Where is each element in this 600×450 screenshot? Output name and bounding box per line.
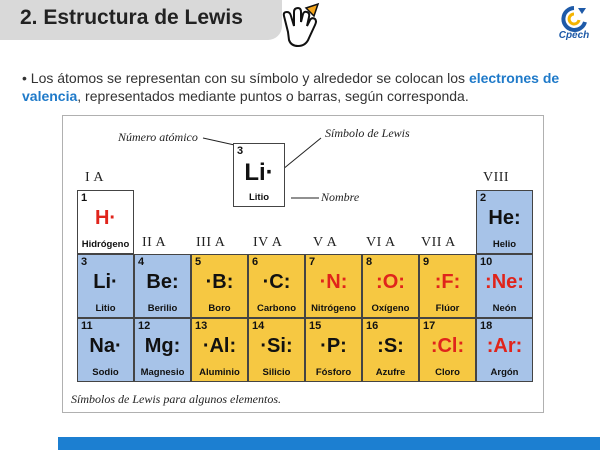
element-number: 13 xyxy=(195,320,208,332)
annotation-simbolo-lewis: Símbolo de Lewis xyxy=(325,126,410,140)
element-lewis-symbol: ·Al: xyxy=(202,335,237,357)
element-number: 7 xyxy=(309,256,316,268)
element-number: 11 xyxy=(81,320,93,332)
bullet: • xyxy=(22,70,27,86)
element-lewis-symbol: Li· xyxy=(93,271,118,293)
group-label-via: VI A xyxy=(366,235,396,250)
element-name: Silicio xyxy=(262,367,291,378)
element-number: 8 xyxy=(366,256,373,268)
lewis-figure xyxy=(62,115,544,413)
intro-text-before: Los átomos se representan con su símbolo y alrededor se colocan los xyxy=(30,70,469,86)
element-cell xyxy=(476,254,533,318)
footer-bar xyxy=(58,437,600,450)
element-name: Magnesio xyxy=(140,367,185,378)
element-cell xyxy=(191,254,248,318)
legend-cell-symbol: Li· xyxy=(244,159,274,186)
element-name: Cloro xyxy=(435,367,460,378)
cpech-logo xyxy=(552,6,596,44)
element-name: Litio xyxy=(95,303,116,314)
logo-text: Cpech xyxy=(558,30,590,41)
element-lewis-symbol: :O: xyxy=(376,271,405,293)
element-cell xyxy=(362,318,419,382)
element-lewis-symbol: Na· xyxy=(89,335,122,357)
element-lewis-symbol: Mg: xyxy=(144,335,181,357)
element-cell xyxy=(134,254,191,318)
element-lewis-symbol: ·N: xyxy=(319,271,348,293)
element-cell xyxy=(77,190,134,254)
element-lewis-symbol: ·C: xyxy=(262,271,291,293)
element-cell xyxy=(419,254,476,318)
group-label-viii: VIII xyxy=(483,170,510,185)
cpech-logo-icon xyxy=(560,6,588,32)
element-cell xyxy=(77,318,134,382)
element-name: Aluminio xyxy=(199,367,240,378)
element-name: Argón xyxy=(490,367,519,378)
element-name: Flúor xyxy=(435,303,460,314)
annotation-nombre: Nombre xyxy=(321,190,360,204)
element-name: Berilio xyxy=(147,303,178,314)
element-number: 14 xyxy=(252,320,265,332)
figure-caption: Símbolos de Lewis para algunos elementos. xyxy=(71,392,281,406)
element-cell xyxy=(362,254,419,318)
element-cell xyxy=(77,254,134,318)
element-lewis-symbol: H· xyxy=(94,207,117,229)
legend-cell xyxy=(233,143,285,207)
element-number: 4 xyxy=(138,256,145,268)
element-number: 10 xyxy=(480,256,493,268)
group-label-va: V A xyxy=(313,235,338,250)
element-cell xyxy=(248,318,305,382)
element-name: Boro xyxy=(208,303,231,314)
element-lewis-symbol: Be: xyxy=(146,271,179,293)
group-label-ia: I A xyxy=(85,170,104,185)
element-cell xyxy=(305,318,362,382)
intro-paragraph xyxy=(22,69,582,105)
element-cell xyxy=(305,254,362,318)
element-cell xyxy=(134,318,191,382)
title-bar xyxy=(0,0,282,40)
legend-cell-number: 3 xyxy=(237,145,244,157)
element-number: 6 xyxy=(252,256,259,268)
element-lewis-symbol: :S: xyxy=(377,335,404,357)
element-number: 1 xyxy=(81,192,88,204)
intro-highlight: electrones de valencia xyxy=(22,70,560,104)
element-cell xyxy=(248,254,305,318)
element-lewis-symbol: :Ne: xyxy=(485,271,524,293)
element-number: 3 xyxy=(81,256,88,268)
element-lewis-symbol: :Cl: xyxy=(430,335,465,357)
element-name: Helio xyxy=(492,239,517,250)
element-lewis-symbol: ·Si: xyxy=(260,335,293,357)
element-lewis-symbol: :Ar: xyxy=(486,335,523,357)
element-name: Sodio xyxy=(92,367,119,378)
element-cell xyxy=(476,190,533,254)
pointing-hand-icon xyxy=(276,2,324,50)
element-number: 12 xyxy=(138,320,151,332)
intro-text-after: , representados mediante puntos o barras, según corresponda. xyxy=(77,88,469,104)
element-name: Carbono xyxy=(256,303,297,314)
element-cell xyxy=(191,318,248,382)
element-name: Neón xyxy=(492,303,517,314)
element-number: 9 xyxy=(423,256,430,268)
legend-cell-name: Litio xyxy=(248,192,270,203)
element-name: Azufre xyxy=(375,367,406,378)
element-lewis-symbol: ·B: xyxy=(205,271,234,293)
element-lewis-symbol: He: xyxy=(488,207,521,229)
page-title: 2. Estructura de Lewis xyxy=(20,6,243,29)
group-label-iiia: III A xyxy=(196,235,226,250)
element-number: 15 xyxy=(309,320,322,332)
element-number: 17 xyxy=(423,320,436,332)
element-name: Hidrógeno xyxy=(81,239,130,250)
element-lewis-symbol: :F: xyxy=(434,271,461,293)
element-name: Fósforo xyxy=(315,367,352,378)
element-name: Nitrógeno xyxy=(311,303,356,314)
group-label-iva: IV A xyxy=(253,235,283,250)
element-lewis-symbol: ·P: xyxy=(320,335,347,357)
annotation-numero-atomico: Número atómico xyxy=(118,130,198,144)
group-label-iia: II A xyxy=(142,235,167,250)
element-number: 2 xyxy=(480,192,487,204)
element-number: 18 xyxy=(480,320,493,332)
element-cell xyxy=(419,318,476,382)
element-name: Oxígeno xyxy=(371,303,410,314)
element-cell xyxy=(476,318,533,382)
element-number: 5 xyxy=(195,256,202,268)
element-number: 16 xyxy=(366,320,379,332)
group-label-viia: VII A xyxy=(421,235,456,250)
